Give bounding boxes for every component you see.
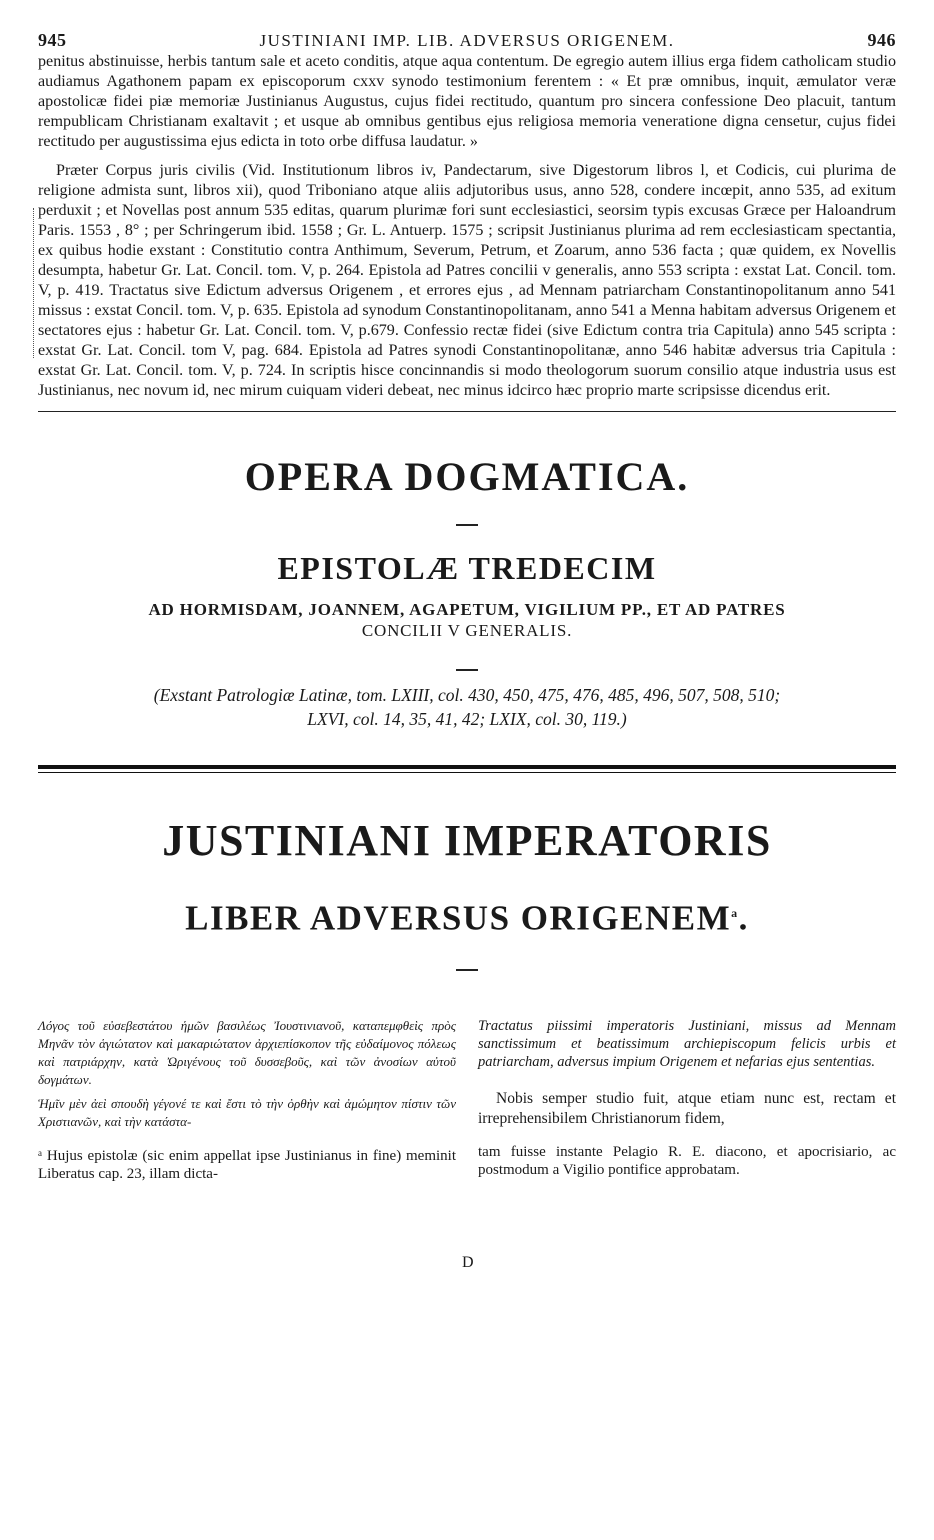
paragraph-agatho xyxy=(38,52,896,152)
latin-text: Nobis semper studio fuit, atque etiam nunc est, rectam et irreprehensibilem Christianorum fidem, xyxy=(478,1089,896,1127)
justiniani-heading: JUSTINIANI IMPERATORIS xyxy=(162,816,772,865)
column-marker-d: D xyxy=(462,1254,474,1271)
dash-divider xyxy=(456,524,478,526)
addressees-line-2: CONCILII V GENERALIS. xyxy=(361,621,573,640)
liber-heading xyxy=(38,891,896,941)
page xyxy=(38,30,896,1183)
liber-heading-text: LIBER ADVERSUS ORIGENEM xyxy=(185,898,732,938)
exstant-line-2: LXVI, col. 14, 35, 41, 42; LXIX, col. 30, 119.) xyxy=(307,709,627,729)
liber-heading-end: . xyxy=(738,898,749,938)
two-column-text xyxy=(38,1017,896,1183)
dash-divider xyxy=(456,669,478,671)
footnote-marker: a xyxy=(731,906,739,920)
paragraph-works xyxy=(38,161,896,401)
double-rule-divider xyxy=(38,765,896,773)
epistolae-heading: EPISTOLÆ TREDECIM xyxy=(277,550,657,586)
running-title: JUSTINIANI IMP. LIB. ADVERSUS ORIGENEM. xyxy=(259,31,675,50)
left-page-number: 945 xyxy=(38,30,67,50)
greek-column xyxy=(38,1017,456,1183)
margin-bracket xyxy=(33,208,36,358)
latin-column xyxy=(478,1017,896,1183)
footnote-right: tam fuisse instante Pelagio R. E. diacono, et apocrisiario, ac postmodum a Vigilio pontifice approbatam. xyxy=(478,1143,896,1178)
greek-text: Ἡμῖν μὲν ἀεὶ σπουδὴ γέγονέ τε καὶ ἔστι τὸ τὴν ὀρθὴν καὶ ἀμώμητον πίστιν τῶν Χριστιανῶν, καὶ τὴν κατάστα- xyxy=(38,1095,456,1129)
footnote-left: ᵃ Hujus epistolæ (sic enim appellat ipse Justinianus in fine) meminit Liberatus cap. 23, illam dicta- xyxy=(38,1147,456,1182)
paragraph-2-text: Præter Corpus juris civilis (Vid. Institutionum libros iv, Pandectarum, sive Digestorum libros l, et Codicis, cui plurima de religione admista sunt, libros xii), quod Triboniano atque aliis adjutoribus usus, anno 528, condere incœpit, anno 535, ad exitum perduxit ; et Novellas post annum 535 editas, quarum plurimæ fori sunt ecclesiastici, seorsim typis excusas Græce per Haloandrum Paris. 1553 , 8° ; per Schringerum ibid. 1558 ; Gr. L. Antuerp. 1575 ; scripsit Justinianus plurima ad rem ecclesiasticam spectantia, ex quibus hodie exstant : Constitutio contra Anthimum, Severum, Petrum, et Zoarum, anno 536 facta ; quæ quidem, ex Novellis desumpta, habetur Gr. Lat. Concil. tom. V, p. 264. Epistola ad Patres concilii v generalis, anno 553 scripta : exstat Lat. Concil. tom. V, p. 419. Tractatus sive Edictum adversus Origenem , et errores ejus , ad Mennam patriarcham Constantinopolitanum anno 541 missus : exstat Concil. tom. V, p. 635. Epistola ad synodum Constantinopolitanam, anno 541 a Menna habitam adversus Origenem et sectatores ejus : habetur Gr. Lat. Concil. tom. V, p.679. Confessio rectæ fidei (sive Edictum contra tria Capitula) anno 545 scripta : exstat Gr. Lat. Concil. tom V, pag. 684. Epistola ad Patres synodi Constantinopolitanæ, anno 546 habitæ adversus tria Capitula : exstat Gr. Lat. Concil. tom. V, p. 724. In scriptis hisce concinnandis si modo theologorum suorum consilio atque industria usus est Justinianus, nec novum id, nec mirum cuiquam videri debeat, nec minus idcirco hæc proprio marte scripsisse dicendus erit. xyxy=(38,162,896,399)
right-page-number: 946 xyxy=(867,30,896,50)
exstant-line-1: (Exstant Patrologiæ Latinæ, tom. LXIII, col. 430, 450, 475, 476, 485, 496, 507, 508, 510; xyxy=(153,685,781,705)
dash-divider xyxy=(456,969,478,971)
opera-heading: OPERA DOGMATICA. xyxy=(244,454,690,499)
paragraph-1-text: penitus abstinuisse, herbis tantum sale et aceto conditis, atque aqua contentum. De egregio autem illius erga fidem catholicam studio audiamus Agathonem papam ex episcoporum cxxv synodo testimonium ferentem : « Et præ omnibus, inquit, æmulator veræ apostolicæ fidei piæ memoriæ Justinianus Augustus, cujus fidei rectitudo, quantum pro sincera confessione Deo placuit, tantum rempublicam Christianam exaltavit ; et usque ab omnibus gentibus ejus religiosa memoria veneratione digna censetur, cujus fidei rectitudo per augustissima ejus edicta in toto orbe diffusa laudatur. » xyxy=(38,53,896,150)
greek-title: Λόγος τοῦ εὐσεβεστάτου ἡμῶν βασιλέως Ἰουστινιανοῦ, καταπεμφθεὶς πρὸς Μηνᾶν τὸν ἁγιώτατον καὶ μακαριώτατον ἀρχιεπίσκοπον τῆς εὐδαίμονος πόλεως καὶ πατριάρχην, κατὰ Ὠριγένους τοῦ δυσσεβοῦς, καὶ τῶν ἀνοσίων αὐτοῦ δογμάτων. xyxy=(38,1017,456,1087)
running-header xyxy=(38,30,896,52)
latin-title: Tractatus piissimi imperatoris Justiniani, missus ad Mennam sanctissimum et beatissimum archiepiscopum felicis urbis et patriarcham, adversus impium Origenem et nefarias ejus sententias. xyxy=(478,1017,896,1070)
addressees-line-1: AD HORMISDAM, JOANNEM, AGAPETUM, VIGILIUM PP., ET AD PATRES xyxy=(148,600,786,619)
exstant-reference xyxy=(38,683,896,731)
section-divider xyxy=(38,411,896,412)
